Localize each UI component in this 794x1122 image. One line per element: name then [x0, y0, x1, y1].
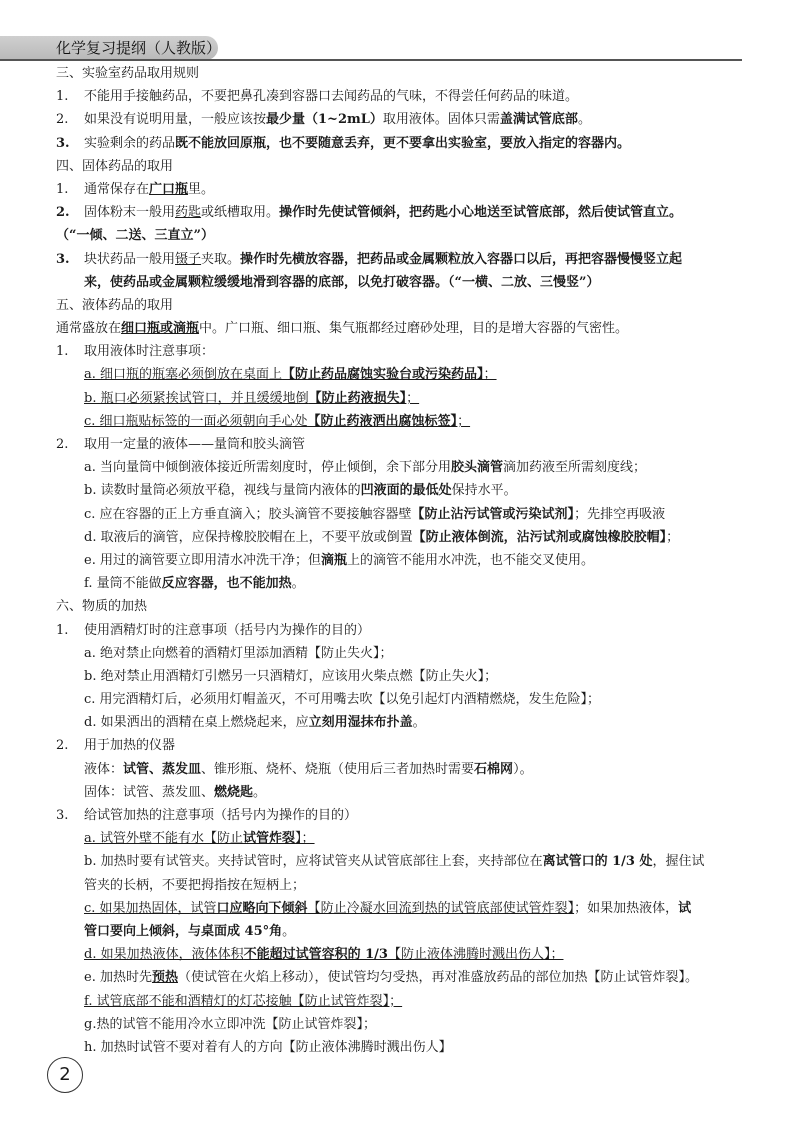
- sub-item: b. 绝对禁止用酒精灯引燃另一只酒精灯，应该用火柴点燃【防止失火】；: [84, 668, 498, 684]
- list-item-continuation: （“一倾、二送、三直立”）: [56, 228, 214, 244]
- sub-item: h. 加热时试管不要对着有人的方向【防止液体沸腾时溅出伤人】: [84, 1039, 452, 1055]
- sub-item: b. 瓶口必须紧挨试管口，并且缓缓地倒【防止药液损失】；: [84, 390, 420, 406]
- paragraph: 通常盛放在细口瓶或滴瓶中。广口瓶、细口瓶、集气瓶都经过磨砂处理，目的是增大容器的气密性。: [56, 321, 629, 337]
- sub-item: a. 细口瓶的瓶塞必须倒放在桌面上【防止药品腐蚀实验台或污染药品】；: [84, 367, 497, 383]
- sub-item: f. 试管底部不能和酒精灯的灯芯接触【防止试管炸裂】；: [84, 993, 403, 1009]
- sub-item-continuation: 管口要向上倾斜，与桌面成 45°角。: [84, 923, 296, 939]
- section-heading-4: 四、固体药品的取用: [56, 158, 174, 174]
- sub-item: 液体：试管、蒸发皿、锥形瓶、烧杯、烧瓶（使用后三者加热时需要石棉网）。: [84, 761, 533, 777]
- sub-item: e. 用过的滴管要立即用清水冲洗干净；但滴瓶上的滴管不能用水冲洗，也不能交叉使用。: [84, 552, 594, 568]
- sub-item: 固体：试管、蒸发皿、燃烧匙。: [84, 784, 267, 800]
- page-number: 2: [47, 1057, 83, 1093]
- list-item-continuation: 来，使药品或金属颗粒缓缓地滑到容器的底部，以免打破容器。（“一横、二放、三慢竖”）: [84, 274, 600, 290]
- sub-item: f. 量筒不能做反应容器，也不能加热。: [84, 576, 305, 592]
- list-item: 3. 给试管加热的注意事项（括号内为操作的目的）: [56, 808, 358, 823]
- list-item: 2. 取用一定量的液体——量筒和胶头滴管: [56, 437, 306, 452]
- sub-item-continuation: 管夹的长柄，不要把拇指按在短柄上；: [84, 877, 306, 893]
- sub-item: c. 用完酒精灯后，必须用灯帽盖灭，不可用嘴去吹【以免引起灯内酒精燃烧，发生危险】；: [84, 692, 601, 708]
- sub-item: d. 取液后的滴管，应保持橡胶胶帽在上，不要平放或倒置【防止液体倒流，沾污试剂或腐蚀橡胶胶帽】；: [84, 529, 680, 545]
- list-item: 1. 通常保存在广口瓶里。: [56, 181, 215, 197]
- list-item: 2. 固体粉末一般用药匙或纸槽取用。操作时先使试管倾斜，把药匙小心地送至试管底部，然后使试管直立。: [56, 205, 683, 221]
- sub-item: e. 加热时先预热（使试管在火焰上移动），使试管均匀受热，再对准盛放药品的部位加热【防止试管炸裂】。: [84, 970, 698, 986]
- sub-item: d. 如果洒出的酒精在桌上燃烧起来，应立刻用湿抹布扑盖。: [84, 715, 426, 731]
- sub-item: a. 绝对禁止向燃着的酒精灯里添加酒精【防止失火】；: [84, 645, 393, 661]
- section-heading-5: 五、液体药品的取用: [56, 297, 174, 313]
- sub-item: b. 读数时量筒必须放平稳，视线与量筒内液体的凹液面的最低处保持水平。: [84, 483, 517, 499]
- sub-item: d. 如果加热液体，液体体积不能超过试管容积的 1/3【防止液体沸腾时溅出伤人】；: [84, 947, 564, 963]
- document-body: [56, 62, 746, 1059]
- sub-item: c. 细口瓶贴标签的一面必须朝向手心处【防止药液洒出腐蚀标签】；: [84, 413, 471, 429]
- header-tab: [0, 36, 222, 60]
- sub-item: a. 当向量筒中倾倒液体接近所需刻度时，停止倾倒，余下部分用胶头滴管滴加药液至所需刻度线；: [84, 460, 647, 476]
- section-heading-3: 三、实验室药品取用规则: [56, 66, 200, 81]
- list-item: 1. 不能用手接触药品，不要把鼻孔凑到容器口去闻药品的气味，不得尝任何药品的味道。: [56, 89, 579, 105]
- sub-item: b. 加热时要有试管夹。夹持试管时，应将试管夹从试管底部往上套，夹持部位在离试管口的 1/3 处，握住试: [84, 854, 705, 870]
- list-item: 1. 取用液体时注意事项：: [56, 344, 215, 360]
- sub-item: g.热的试管不能用冷水立即冲洗【防止试管炸裂】；: [84, 1016, 376, 1032]
- header-title: 化学复习提纲（人教版）: [56, 39, 222, 57]
- list-item: 3. 实验剩余的药品既不能放回原瓶，也不要随意丢弃，更不要拿出实验室，要放入指定的容器内。: [56, 135, 631, 151]
- header-rule: [0, 59, 742, 61]
- list-item: 2. 用于加热的仪器: [56, 738, 176, 754]
- sub-item: c. 应在容器的正上方垂直滴入；胶头滴管不要接触容器壁【防止沾污试管或污染试剂】；先排空再吸液: [84, 506, 666, 522]
- list-item: 2. 如果没有说明用量，一般应该按最少量（1~2mL）取用液体。固体只需盖满试管底部。: [56, 112, 591, 128]
- sub-item: a. 试管外壁不能有水【防止试管炸裂】；: [84, 831, 315, 847]
- list-item: 3. 块状药品一般用镊子夹取。操作时先横放容器，把药品或金属颗粒放入容器口以后，再把容器慢慢竖立起: [56, 251, 683, 267]
- section-heading-6: 六、物质的加热: [56, 599, 148, 615]
- list-item: 1. 使用酒精灯时的注意事项（括号内为操作的目的）: [56, 622, 371, 638]
- sub-item: c. 如果加热固体，试管口应略向下倾斜【防止冷凝水回流到热的试管底部使试管炸裂】；如果加热液体，试: [84, 900, 692, 916]
